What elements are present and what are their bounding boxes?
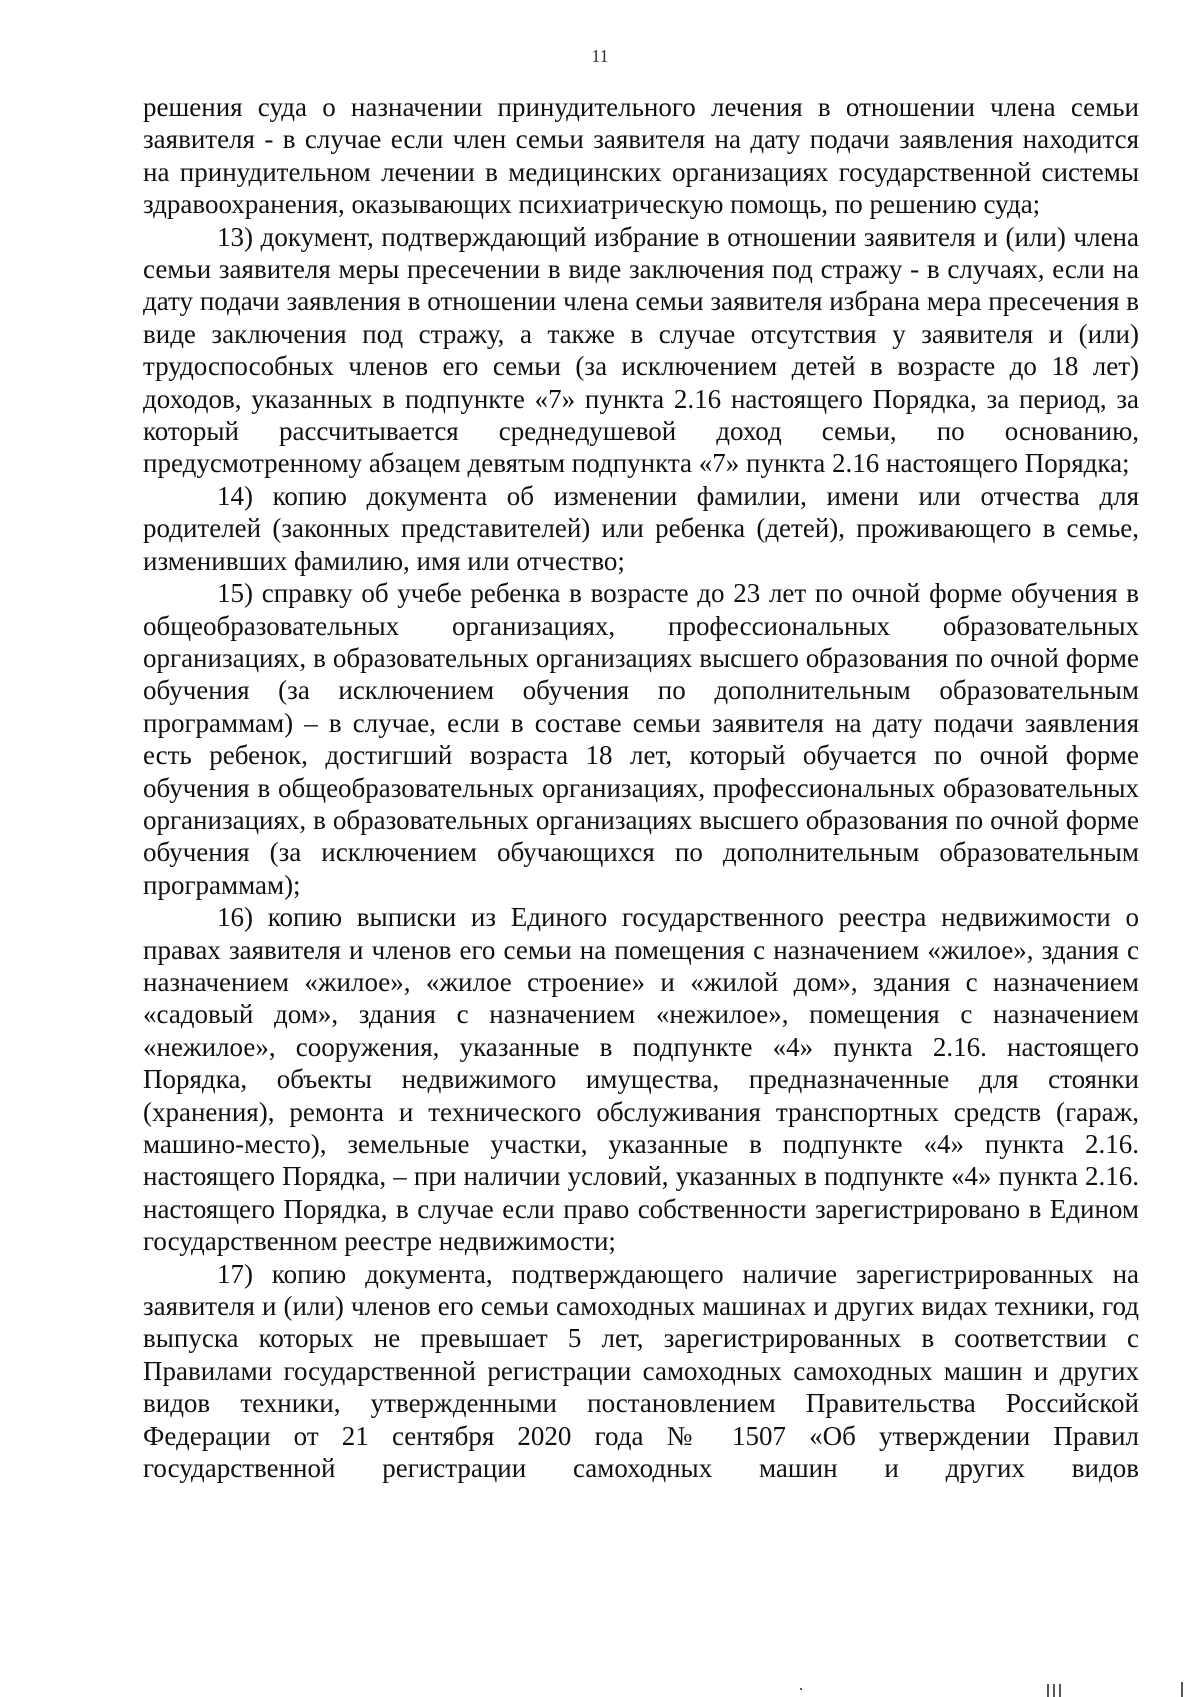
scan-artifact-mark xyxy=(1181,1682,1183,1697)
document-body xyxy=(143,91,1139,1484)
scan-artifact-mark xyxy=(1059,1684,1061,1697)
paragraph-continuation: решения суда о назначении принудительного лечения в отношении члена семьи заявителя - в случае если член семьи заявителя на дату подачи заявления находится на принудительном лечении в медицинских организациях государственной системы здравоохранения, оказывающих психиатрическую помощь, по решению суда; xyxy=(143,92,1139,220)
scan-artifact-mark xyxy=(1047,1684,1049,1697)
paragraph-item-16: 16) копию выписки из Единого государственного реестра недвижимости о правах заявителя и членов его семьи на помещения с назначением «жилое», здания с назначением «жилое», «жилое строение» и «жилой дом», здания с назначением «садовый дом», здания с назначением «нежилое», помещения с назначением «нежилое», сооружения, указанные в подпункте «4» пункта 2.16. настоящего Порядка, объекты недвижимого имущества, предназначенные для стоянки (хранения), ремонта и технического обслуживания транспортных средств (гараж, машино-место), земельные участки, указанные в подпункте «4» пункта 2.16. настоящего Порядка, – при наличии условий, указанных в подпункте «4» пункта 2.16. настоящего Порядка, в случае если право собственности зарегистрировано в Едином государственном реестре недвижимости; xyxy=(143,902,1139,1257)
scan-artifact-mark xyxy=(800,1688,802,1690)
paragraph-item-17: 17) копию документа, подтверждающего наличие зарегистрированных на заявителя и (или) членов его семьи самоходных машинах и других видах техники, год выпуска которых не превышает 5 лет, зарегистрированных в соответствии с Правилами государственной регистрации самоходных самоходных машин и других видов техники, утвержденными постановлением Правительства Российской Федерации от 21 сентября 2020 года № 1507 «Об утверждении Правил государственной регистрации самоходных машин и других видов xyxy=(143,1258,1139,1484)
paragraph-item-14: 14) копию документа об изменении фамилии, имени или отчества для родителей (законных представителей) или ребенка (детей), проживающего в семье, изменивших фамилию, имя или отчество; xyxy=(143,480,1139,576)
paragraph-item-15: 15) справку об учебе ребенка в возрасте до 23 лет по очной форме обучения в общеобразовательных организациях, профессиональных образовательных организациях, в образовательных организациях высшего образования по очной форме обучения (за исключением обучения по дополнительным образовательным программам) – в случае, если в составе семьи заявителя на дату подачи заявления есть ребенок, достигший возраста 18 лет, который обучается по очной форме обучения в общеобразовательных организациях, профессиональных образовательных организациях, в образовательных организациях высшего образования по очной форме обучения (за исключением обучающихся по дополнительным образовательным программам); xyxy=(143,578,1139,900)
page-number: 11 xyxy=(591,46,609,66)
scan-artifact-mark xyxy=(1053,1684,1055,1697)
paragraph-item-13: 13) документ, подтверждающий избрание в отношении заявителя и (или) члена семьи заявителя меры пресечении в виде заключения под стражу - в случаях, если на дату подачи заявления в отношении члена семьи заявителя избрана мера пресечения в виде заключения под стражу, а также в случае отсутствия у заявителя и (или) трудоспособных членов его семьи (за исключением детей в возрасте до 18 лет) доходов, указанных в подпункте «7» пункта 2.16 настоящего Порядка, за период, за который рассчитывается среднедушевой доход семьи, по основанию, предусмотренному абзацем девятым подпункта «7» пункта 2.16 настоящего Порядка; xyxy=(143,221,1139,479)
